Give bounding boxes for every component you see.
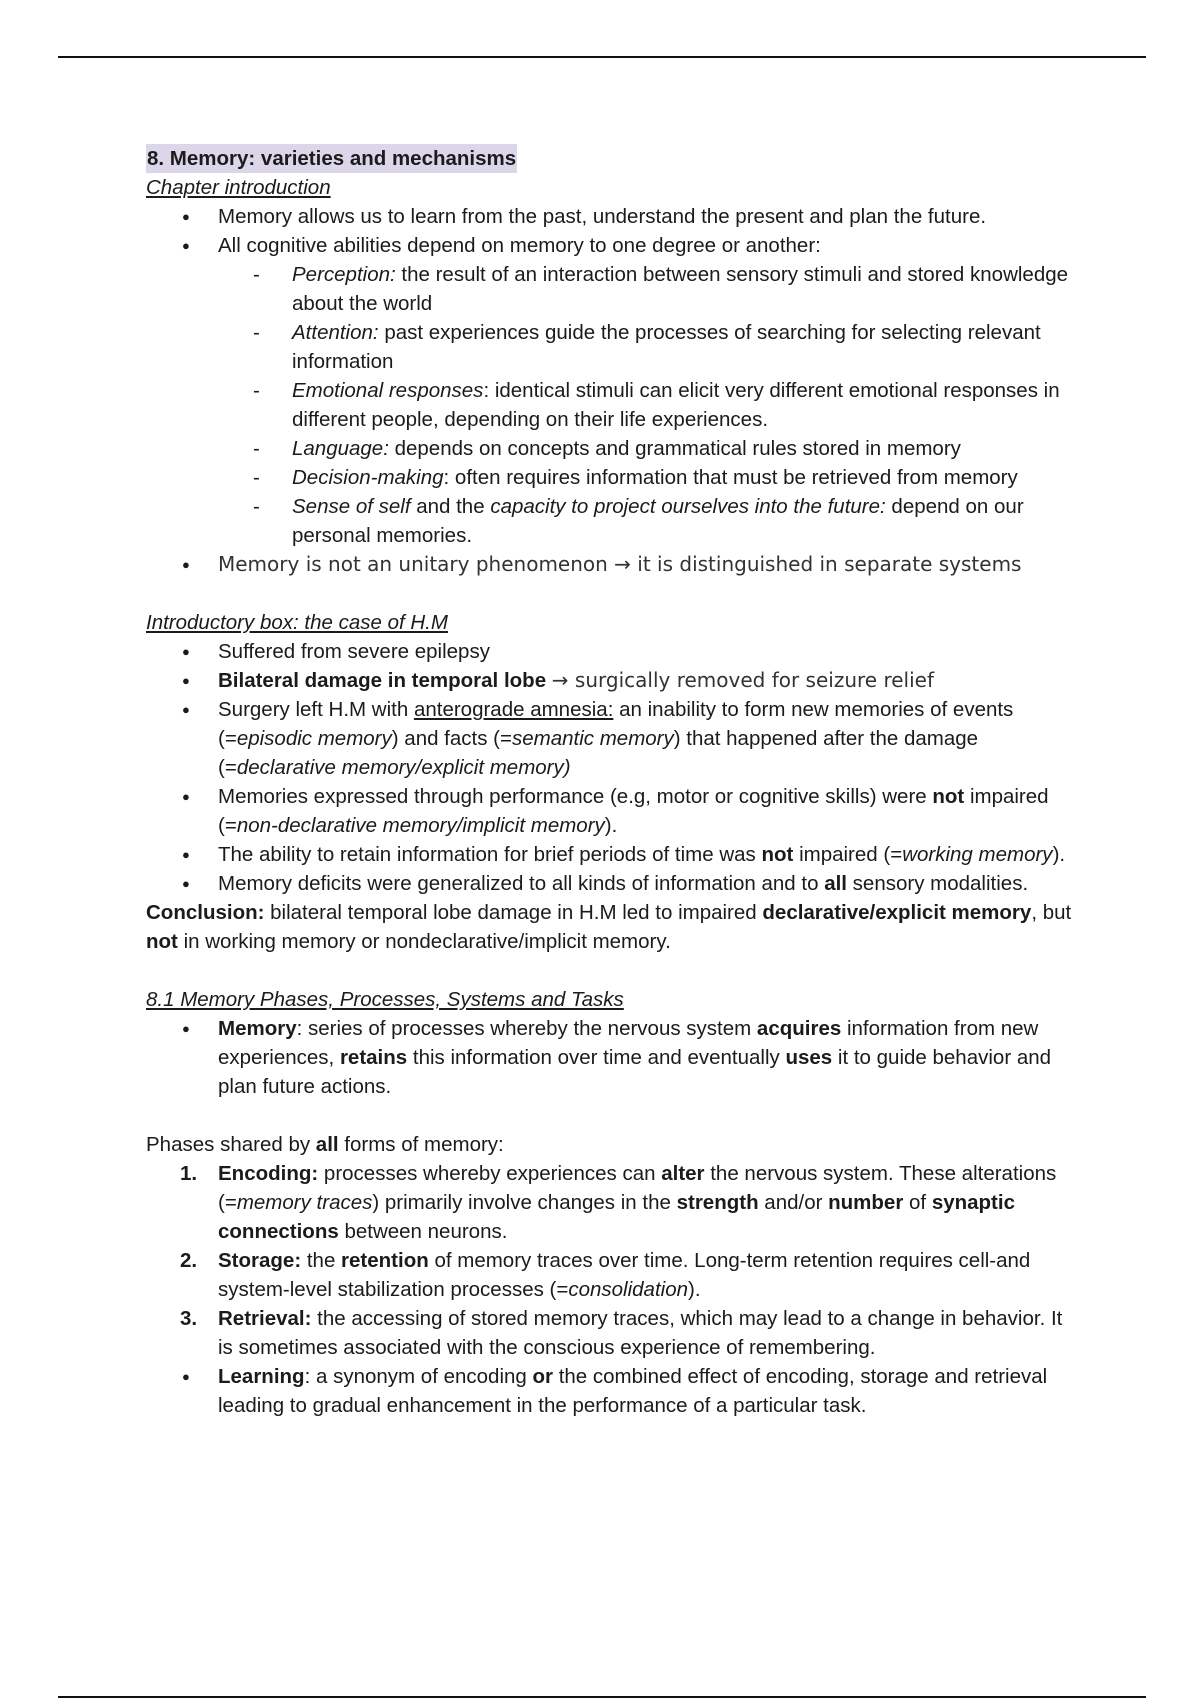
list-item: 1. Encoding: processes whereby experiences can alter the nervous system. These alterations (=memory traces) primarily involve changes in the strength and/or number of synaptic connections between neurons. bbox=[180, 1162, 1057, 1243]
list-item: 3. Retrieval: the accessing of stored memory traces, which may lead to a change in behavior. It is sometimes associated with the conscious experience of remembering. bbox=[180, 1307, 1063, 1359]
list-item: ● All cognitive abilities depend on memory to one degree or another: bbox=[146, 231, 1076, 260]
hm-list bbox=[146, 637, 1076, 898]
list-item: ● Suffered from severe epilepsy bbox=[146, 637, 1076, 666]
list-item: - Emotional responses: identical stimuli can elicit very different emotional responses in different people, depending on their life experiences. bbox=[146, 376, 1076, 434]
section-title-intro: Chapter introduction bbox=[146, 176, 331, 199]
conclusion: Conclusion: bilateral temporal lobe damage in H.M led to impaired declarative/explicit memory, but not in working memory or nondeclarative/implicit memory. bbox=[146, 901, 1072, 953]
list-item: - Sense of self and the capacity to project ourselves into the future: depend on our personal memories. bbox=[146, 492, 1076, 550]
list-item: - Language: depends on concepts and grammatical rules stored in memory bbox=[146, 434, 1076, 463]
page-title: 8. Memory: varieties and mechanisms bbox=[146, 144, 517, 173]
memory-definition-list bbox=[146, 1014, 1076, 1101]
list-item: - Attention: past experiences guide the processes of searching for selecting relevant information bbox=[146, 318, 1076, 376]
intro-list bbox=[146, 202, 1076, 260]
learning-list bbox=[146, 1362, 1076, 1420]
section-title-hm: Introductory box: the case of H.M bbox=[146, 611, 448, 634]
section-title-8-1: 8.1 Memory Phases, Processes, Systems and Tasks bbox=[146, 988, 624, 1011]
phases-list bbox=[146, 1159, 1076, 1362]
list-item: ● Memory: series of processes whereby the nervous system acquires information from new experiences, retains this information over time and eventually uses it to guide behavior and plan future actions. bbox=[146, 1014, 1076, 1101]
bottom-rule bbox=[58, 1696, 1146, 1698]
list-item: - Perception: the result of an interaction between sensory stimuli and stored knowledge about the world bbox=[146, 260, 1076, 318]
list-item: ● Bilateral damage in temporal lobe → surgically removed for seizure relief bbox=[146, 666, 1076, 695]
list-item: ● Surgery left H.M with anterograde amnesia: an inability to form new memories of events (=episodic memory) and facts (=semantic memory) that happened after the damage (=declarative memory/explicit memory) bbox=[146, 695, 1076, 782]
phases-intro: Phases shared by all forms of memory: bbox=[146, 1133, 504, 1156]
list-item: - Decision-making: often requires information that must be retrieved from memory bbox=[146, 463, 1076, 492]
list-item: 2. Storage: the retention of memory traces over time. Long-term retention requires cell-and system-level stabilization processes (=consolidation). bbox=[180, 1249, 1031, 1301]
list-item: ● Learning: a synonym of encoding or the combined effect of encoding, storage and retrieval leading to gradual enhancement in the performance of a particular task. bbox=[146, 1362, 1076, 1420]
list-item: ● Memory deficits were generalized to all kinds of information and to all sensory modalities. bbox=[146, 869, 1076, 898]
list-item: ● Memory is not an unitary phenomenon → it is distinguished in separate systems bbox=[146, 550, 1076, 579]
list-item: ● Memory allows us to learn from the past, understand the present and plan the future. bbox=[146, 202, 1076, 231]
intro-list-end bbox=[146, 550, 1076, 579]
cognitive-abilities-list bbox=[146, 260, 1076, 550]
top-rule bbox=[58, 56, 1146, 58]
list-item: ● The ability to retain information for brief periods of time was not impaired (=working memory). bbox=[146, 840, 1076, 869]
list-item: ● Memories expressed through performance (e.g, motor or cognitive skills) were not impaired (=non-declarative memory/implicit memory). bbox=[146, 782, 1076, 840]
document-body bbox=[146, 144, 1076, 1420]
